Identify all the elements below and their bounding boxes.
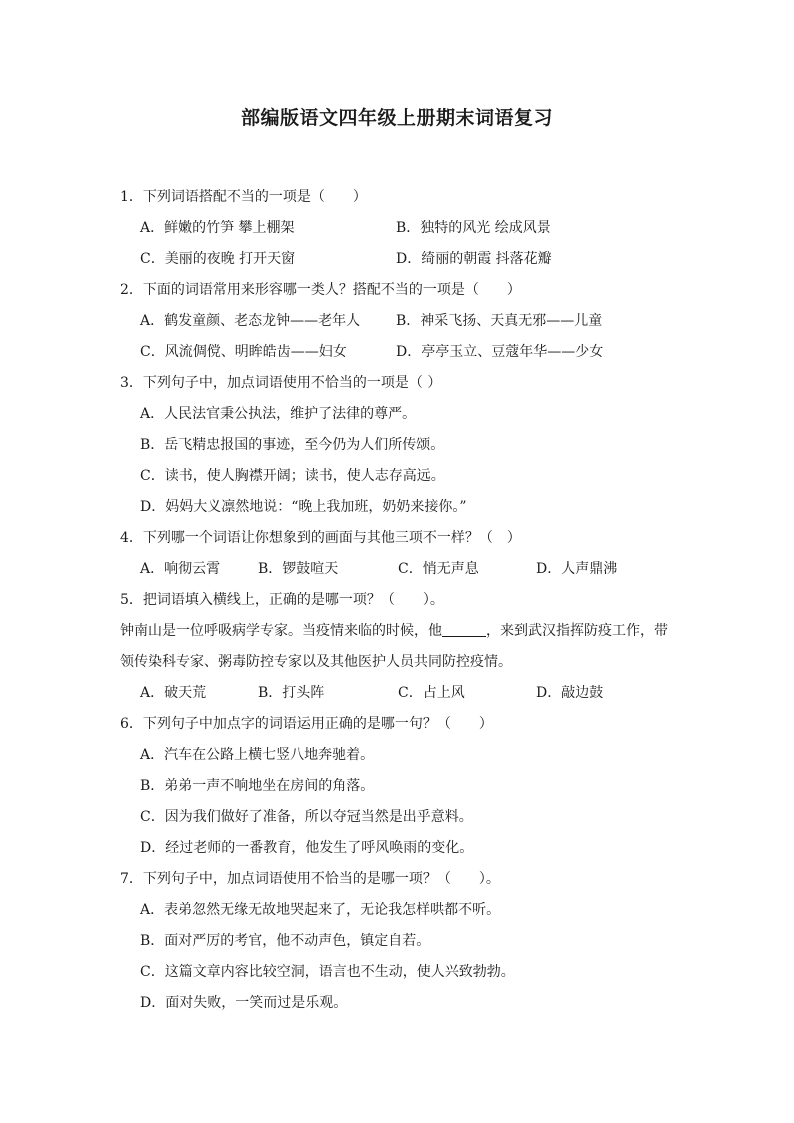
question-3-option-a: A．人民法官秉公执法，维护了法律的尊严。	[140, 406, 417, 422]
question-5-blank	[442, 622, 486, 637]
question-4-option-c: C．悄无声息	[398, 561, 479, 577]
question-1-option-d: D．绮丽的朝霞 抖落花瓣	[396, 251, 552, 267]
question-7-option-a: A．表弟忽然无缘无故地哭起来了，无论我怎样哄都不听。	[140, 902, 501, 918]
question-2-option-b: B．神采飞扬、天真无邪——儿童	[396, 313, 603, 329]
question-1-options-row-1	[120, 213, 680, 244]
question-4-stem: 4．下列哪一个词语让你想象到的画面与其他三项不一样？（ ）	[120, 530, 521, 546]
question-7-option-c: C．这篇文章内容比较空洞，语言也不生动，使人兴致勃勃。	[140, 964, 515, 980]
question-4-options-row	[120, 554, 680, 585]
question-6-stem: 6．下列句子中加点字的词语运用正确的是哪一句？（ ）	[120, 716, 493, 732]
question-6-option-a: A．汽车在公路上横七竖八地奔驰着。	[140, 747, 375, 763]
question-5-passage-before: 钟南山是一位呼吸病学专家。当疫情来临的时候，他	[120, 623, 442, 639]
question-1-option-a: A．鲜嫩的竹笋 攀上棚架	[140, 220, 295, 236]
question-5-option-c: C．占上风	[398, 685, 465, 701]
question-7-option-d: D．面对失败，一笑而过是乐观。	[140, 995, 348, 1011]
question-2-options-row-1	[120, 306, 680, 337]
question-6-option-d: D．经过老师的一番教育，他发生了呼风唤雨的变化。	[140, 840, 474, 856]
question-1-options-row-2	[120, 244, 680, 275]
document-title: 部编版语文四年级上册期末词语复习	[240, 107, 553, 129]
question-2-option-a: A．鹤发童颜、老态龙钟——老年人	[140, 313, 361, 329]
question-3-option-b: B．岳飞精忠报国的事迹，至今仍为人们所传颂。	[140, 437, 445, 453]
question-5-option-d: D．敲边鼓	[536, 685, 604, 701]
question-list	[120, 182, 680, 1019]
question-6-option-b: B．弟弟一声不响地坐在房间的角落。	[140, 778, 375, 794]
question-1-option-b: B．独特的风光 绘成风景	[396, 220, 551, 236]
question-2-option-c: C．风流倜傥、明眸皓齿——妇女	[140, 344, 347, 360]
question-6-option-c: C．因为我们做好了准备，所以夺冠当然是出乎意料。	[140, 809, 473, 825]
question-7-option-b: B．面对严厉的考官，他不动声色，镇定自若。	[140, 933, 431, 949]
question-7-stem: 7．下列句子中，加点词语使用不恰当的是哪一项？（ ）。	[120, 871, 500, 887]
question-3-stem: 3．下列句子中，加点词语使用不恰当的一项是（ ）	[120, 375, 442, 391]
question-5-option-a: A．破天荒	[140, 685, 207, 701]
question-5-stem: 5．把词语填入横线上，正确的是哪一项？（ ）。	[120, 592, 444, 608]
question-4-option-d: D．人声鼎沸	[536, 561, 618, 577]
question-3-option-d: D．妈妈大义凛然地说：“晚上我加班，奶奶来接你。”	[140, 499, 467, 515]
question-1-option-c: C．美丽的夜晚 打开天窗	[140, 251, 296, 267]
question-2-stem: 2．下面的词语常用来形容哪一类人？搭配不当的一项是（ ）	[120, 282, 521, 298]
question-4-option-a: A．响彻云霄	[140, 561, 221, 577]
question-2-option-d: D．亭亭玉立、豆蔻年华——少女	[396, 344, 604, 360]
question-5-passage-line-2: 领传染科专家、粥毒防控专家以及其他医护人员共同防控疫情。	[120, 654, 512, 670]
question-5-passage-after: ，来到武汉指挥防疫工作，带	[486, 623, 668, 639]
question-4-option-b: B．锣鼓喧天	[258, 561, 339, 577]
question-2-options-row-2	[120, 337, 680, 368]
question-5-passage-line-1	[120, 616, 680, 647]
question-5-options-row	[120, 678, 680, 709]
question-5-option-b: B．打头阵	[258, 685, 325, 701]
question-1-stem: 1．下列词语搭配不当的一项是（ ）	[120, 189, 367, 205]
question-3-option-c: C．读书，使人胸襟开阔；读书，使人志存高远。	[140, 468, 445, 484]
